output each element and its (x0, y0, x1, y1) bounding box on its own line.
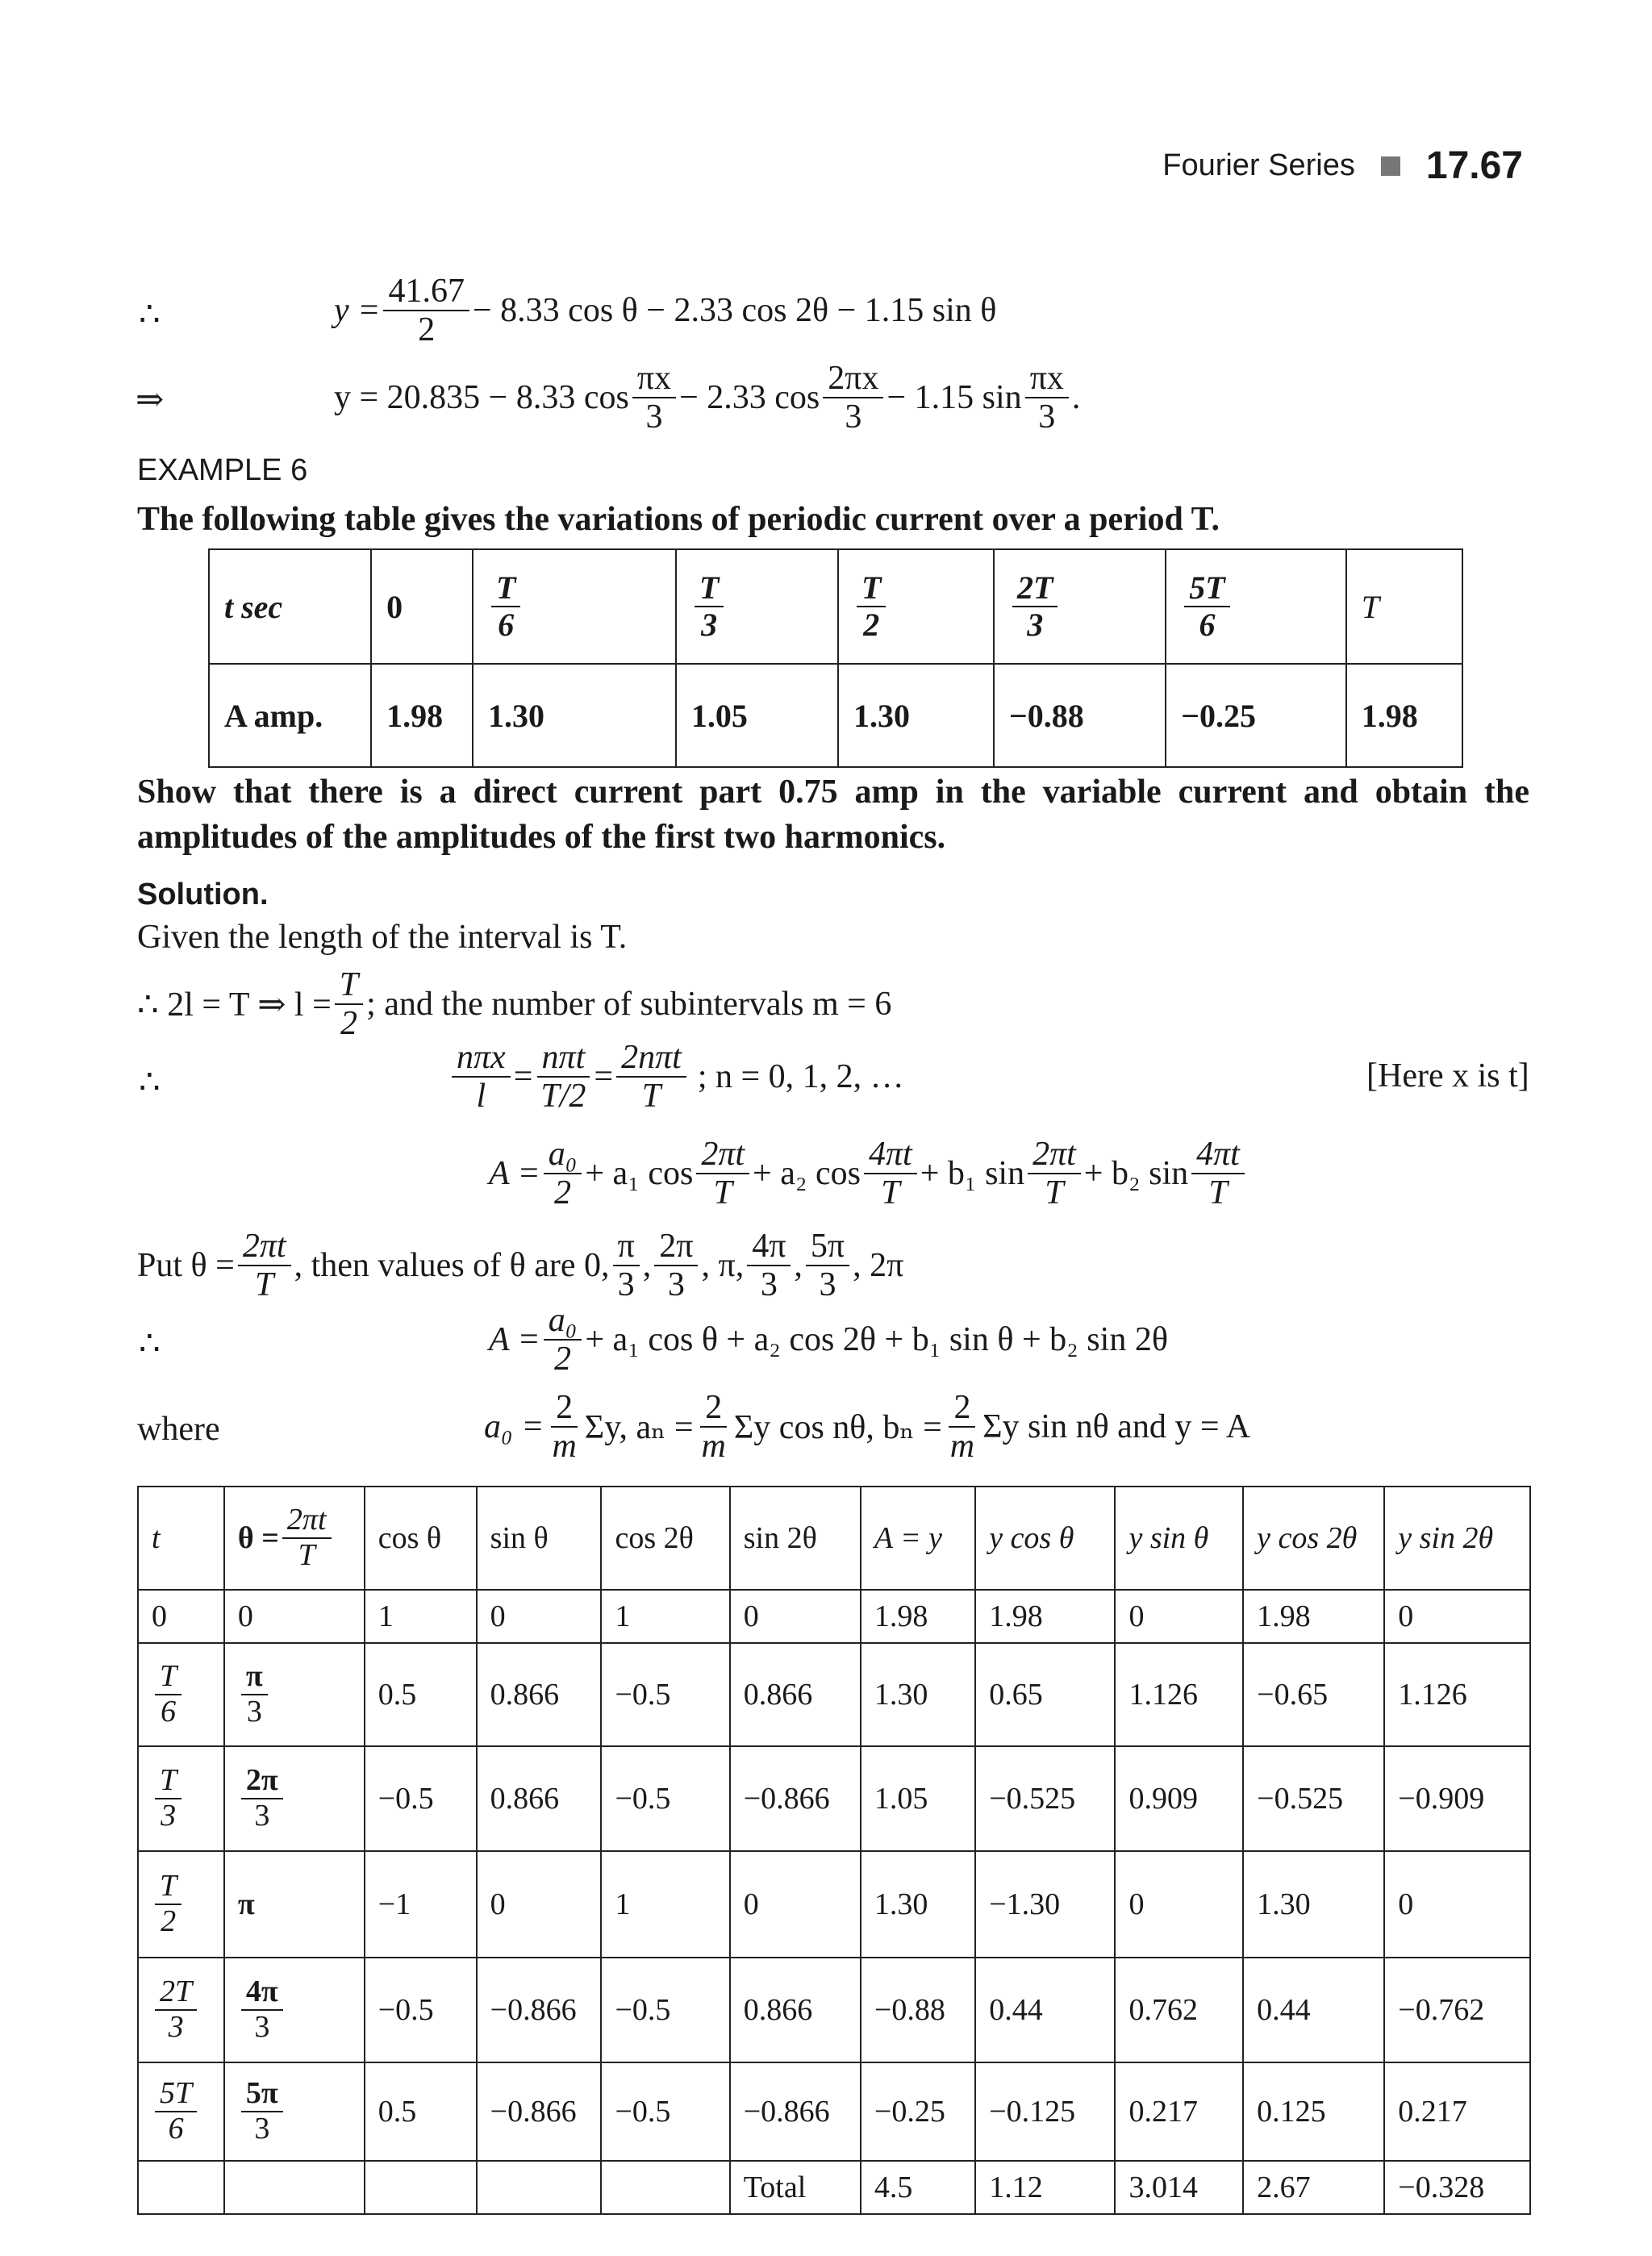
header-cell: cos 2θ (601, 1487, 729, 1590)
frac-den: 3 (161, 1799, 177, 1833)
table-row (138, 1746, 1530, 1851)
value-cell: 0.5 (365, 2062, 477, 2161)
text: ∴ 2l = T ⇒ l = (137, 986, 332, 1024)
text: , then values of θ are 0, (294, 1247, 610, 1285)
value-cell: 1.126 (1115, 1643, 1243, 1746)
text: , π, (701, 1247, 745, 1285)
value-cell: 1.126 (1384, 1643, 1530, 1746)
frac-den: 3 (254, 2010, 270, 2044)
frac-num: 2πt (238, 1228, 291, 1266)
frac-num: 2T (155, 1975, 197, 2011)
total-cell: 3.014 (1115, 2161, 1243, 2214)
solution-line-6 (489, 1302, 1168, 1378)
solution-line-3: $\frac{\text{nπx}}{l}$ = $\frac{\text{nπt}}{T/2}$ = $\frac{\text{2nπt}}{T}$ ; n = 0, 1, 2, … (448, 1039, 904, 1115)
therefore-symbol: ∴ (139, 296, 161, 333)
question-line-1: Show that there is a direct current part 0.75 amp in the variable current and obtain the (137, 774, 1529, 811)
frac-den: 6 (168, 2112, 184, 2145)
value-cell: 0.65 (975, 1643, 1115, 1746)
frac-den: 2 (418, 311, 436, 349)
amp-cell: −0.88 (994, 664, 1166, 767)
frac-num: 2 (949, 1389, 975, 1428)
header-cell: y sin 2θ (1384, 1487, 1530, 1590)
frac-num: 2πt (1028, 1136, 1081, 1174)
empty-cell (365, 2161, 477, 2214)
eq2-end: . (1071, 379, 1081, 417)
time-row-header: t sec (209, 549, 371, 664)
value-cell: −0.125 (975, 2062, 1115, 2161)
eq2-mid1: − 2.33 cos (679, 379, 820, 417)
solution-line-4 (489, 1136, 1248, 1211)
table-row (138, 1851, 1530, 1958)
frac-den: T (881, 1174, 900, 1212)
frac-num: nπx (452, 1039, 511, 1078)
value-cell: 1.30 (861, 1851, 975, 1958)
frac-num: πx (632, 360, 676, 398)
t-cell (138, 1746, 224, 1851)
frac-den: T (1208, 1174, 1228, 1212)
text: ; n = 0, 1, 2, … (697, 1058, 904, 1096)
value-cell: 0.866 (477, 1746, 602, 1851)
header-cell: y sin θ (1115, 1487, 1243, 1590)
value-cell: 1.98 (1243, 1590, 1384, 1643)
where-label: where (137, 1411, 220, 1448)
frac-num: a₀ (544, 1302, 582, 1341)
value-cell: 1 (601, 1851, 729, 1958)
frac-den: m (949, 1428, 975, 1466)
empty-cell (138, 2161, 224, 2214)
header-row (138, 1487, 1530, 1590)
header-cell: cos θ (365, 1487, 477, 1590)
frac-den: 3 (760, 1266, 778, 1304)
text: a₀ = (484, 1408, 544, 1446)
frac-num: T (155, 1660, 181, 1695)
text: , 2π (853, 1247, 904, 1285)
value-cell: 0.5 (365, 1643, 477, 1746)
text: + b₂ sin (1083, 1155, 1189, 1193)
frac-num: T (695, 570, 724, 607)
time-cell (473, 549, 676, 664)
frac-num: 41.67 (383, 273, 469, 311)
frac-den: T (255, 1266, 274, 1304)
eq-lhs: y = (334, 292, 381, 330)
value-cell: 0 (1115, 1590, 1243, 1643)
value-cell: 0 (1115, 1851, 1243, 1958)
current-variation-table (208, 548, 1463, 768)
text: Put θ = (137, 1247, 235, 1285)
section-title: Fourier Series (1162, 148, 1355, 182)
amp-cell: 1.05 (676, 664, 838, 767)
amp-row-header (209, 664, 371, 767)
total-cell: −0.328 (1384, 2161, 1530, 2214)
amp-cell: 1.30 (838, 664, 994, 767)
value-cell: −0.5 (601, 2062, 729, 2161)
value-cell: 0 (477, 1851, 602, 1958)
frac-den: 3 (667, 1266, 685, 1304)
value-cell: 1.30 (1243, 1851, 1384, 1958)
frac-den: 3 (168, 2010, 184, 2044)
value-cell: −0.5 (365, 1746, 477, 1851)
value-cell: −1 (365, 1851, 477, 1958)
empty-cell (224, 2161, 365, 2214)
cell-value: A amp. (224, 697, 323, 734)
empty-cell (601, 2161, 729, 2214)
frac-den: 3 (254, 1799, 270, 1833)
table-row (138, 2062, 1530, 2161)
example-statement: The following table gives the variations of periodic current over a period T. (137, 501, 1220, 538)
value-cell: 1.98 (861, 1590, 975, 1643)
text: Σy cos nθ, bₙ = (733, 1409, 942, 1447)
frac-den: T (641, 1078, 661, 1115)
cell-value: 0 (386, 588, 403, 625)
frac-num: 5π (806, 1228, 849, 1266)
time-cell (1166, 549, 1345, 664)
value-cell: −0.866 (477, 1958, 602, 2062)
value-cell: 0.44 (1243, 1958, 1384, 2062)
frac-num: 4πt (864, 1136, 917, 1174)
header-cell: sin 2θ (730, 1487, 861, 1590)
frac-num: π (613, 1228, 640, 1266)
theta-eq: θ = (237, 1521, 279, 1555)
frac-num: T (335, 966, 363, 1005)
eq-rest: − 8.33 cos θ − 2.33 cos 2θ − 1.15 sin θ (472, 292, 997, 330)
value-cell: −0.5 (601, 1746, 729, 1851)
time-cell (676, 549, 838, 664)
value-cell: −0.525 (975, 1746, 1115, 1851)
frac-num: 4πt (1191, 1136, 1245, 1174)
value-cell: −0.5 (601, 1643, 729, 1746)
solution-line-2 (137, 966, 891, 1042)
text: + a₁ cos (585, 1155, 694, 1193)
value-cell: −0.866 (477, 2062, 602, 2161)
value-cell: 0.866 (730, 1643, 861, 1746)
empty-cell (477, 2161, 602, 2214)
fourier-calculation-table (137, 1486, 1531, 2215)
value-cell: 1 (601, 1590, 729, 1643)
solution-label: Solution. (137, 878, 269, 911)
value-cell: 0.866 (730, 1958, 861, 2062)
time-cell (1346, 549, 1462, 664)
value-cell: 1.05 (861, 1746, 975, 1851)
frac-num: 2πx (823, 360, 883, 398)
frac-den: 2 (161, 1904, 177, 1938)
frac-den: 2 (554, 1341, 572, 1378)
time-row (209, 549, 1462, 664)
solution-line-7 (484, 1389, 1250, 1465)
note: [Here x is t] (1366, 1057, 1529, 1095)
text: Σy sin nθ and y = A (982, 1408, 1251, 1446)
page-header (1162, 144, 1523, 188)
theta-cell (224, 2062, 365, 2161)
frac-den: 6 (498, 607, 515, 643)
value-cell: −0.88 (861, 1958, 975, 2062)
frac-num: 2πt (696, 1136, 749, 1174)
total-cell: 1.12 (975, 2161, 1115, 2214)
text: ; and the number of subintervals m = 6 (366, 986, 892, 1024)
frac-num: 2π (654, 1228, 698, 1266)
value-cell: 1.30 (861, 1643, 975, 1746)
t-cell (138, 2062, 224, 2161)
frac-den: 3 (1027, 607, 1044, 643)
frac-num: T (155, 1870, 181, 1905)
t-cell (138, 1643, 224, 1746)
value-cell: 0.125 (1243, 2062, 1384, 2161)
value-cell: 0.866 (477, 1643, 602, 1746)
solution-line-1: Given the length of the interval is T. (137, 919, 628, 956)
header-cell: sin θ (477, 1487, 602, 1590)
frac-num: 2πt (282, 1503, 332, 1539)
frac-den: l (476, 1078, 486, 1115)
frac-den: 3 (254, 2112, 270, 2145)
frac-num: T (491, 570, 520, 607)
value-cell: 0 (730, 1590, 861, 1643)
value-cell: 0.909 (1115, 1746, 1243, 1851)
example-label: EXAMPLE 6 (137, 453, 308, 487)
frac-den: T (713, 1174, 732, 1212)
table-row (138, 1643, 1530, 1746)
value-cell: 1.98 (975, 1590, 1115, 1643)
frac-den: 3 (617, 1266, 635, 1304)
header-cell: y cos 2θ (1243, 1487, 1384, 1590)
frac-num: T (857, 570, 886, 607)
total-label: Total (730, 2161, 861, 2214)
theta-cell (224, 1746, 365, 1851)
amp-cell: −0.25 (1166, 664, 1345, 767)
frac-num: 2T (1012, 570, 1058, 607)
frac-den: T (1045, 1174, 1064, 1212)
text: A = (489, 1321, 540, 1359)
theta-cell (224, 1958, 365, 2062)
value-cell: 0.217 (1115, 2062, 1243, 2161)
time-cell (838, 549, 994, 664)
page-number: 17.67 (1425, 144, 1523, 187)
frac-num: 5T (155, 2077, 197, 2112)
value-cell: 0.44 (975, 1958, 1115, 2062)
value-cell: −0.866 (730, 1746, 861, 1851)
question-line-2: amplitudes of the amplitudes of the first two harmonics. (137, 819, 946, 856)
text: + a₂ cos (753, 1155, 861, 1193)
text: + a₁ cos θ + a₂ cos 2θ + b₁ sin θ + b₂ sin 2θ (585, 1321, 1168, 1359)
frac-den: 6 (161, 1695, 177, 1728)
frac-den: m (701, 1428, 726, 1466)
frac-den: m (552, 1428, 577, 1466)
time-cell (994, 549, 1166, 664)
frac-den: 3 (246, 1695, 262, 1728)
amp-cell: 1.98 (1346, 664, 1462, 767)
t-cell (138, 1851, 224, 1958)
table-row (138, 1958, 1530, 2062)
frac-den: 3 (1038, 398, 1056, 436)
frac-den: T (298, 1538, 315, 1572)
cell-value: T (1361, 588, 1379, 625)
therefore-symbol: ∴ (139, 1325, 161, 1362)
value-cell: 0 (1384, 1851, 1530, 1958)
t-cell: 0 (138, 1590, 224, 1643)
solution-line-5: Put θ = $\frac{2\pi t}{T}$ , then values of θ are 0, $\frac{\pi}{3}$ , $\frac{2\pi}{3}$ , π, $\frac{4\pi}{3}$ , $\frac{5\pi}{3}$ , 2π (137, 1228, 904, 1304)
therefore-symbol: ∴ (139, 1064, 161, 1101)
frac-den: 2 (340, 1005, 357, 1043)
equation-y-20835 (334, 360, 1080, 436)
eq2-start: y = 20.835 − 8.33 cos (334, 379, 629, 417)
amp-cell: 1.98 (371, 664, 473, 767)
frac-num: 2 (551, 1389, 578, 1428)
frac-den: 3 (845, 398, 862, 436)
value-cell: −0.5 (365, 1958, 477, 2062)
value-cell: −1.30 (975, 1851, 1115, 1958)
t-cell (138, 1958, 224, 2062)
theta-cell: 0 (224, 1590, 365, 1643)
frac-den: 2 (554, 1174, 572, 1212)
header-cell: y cos θ (975, 1487, 1115, 1590)
square-bullet-icon (1381, 156, 1400, 176)
amp-cell: 1.30 (473, 664, 676, 767)
frac-num: T (155, 1764, 181, 1799)
value-cell: 0 (477, 1590, 602, 1643)
time-cell (371, 549, 473, 664)
frac-num: 5π (241, 2077, 283, 2112)
frac-num: 2nπt (616, 1039, 686, 1078)
frac-den: 3 (701, 607, 718, 643)
frac-num: a₀ (544, 1136, 582, 1174)
frac-num: 4π (241, 1975, 283, 2011)
frac-den: 3 (645, 398, 663, 436)
theta-cell (224, 1643, 365, 1746)
frac-num: nπt (537, 1039, 590, 1078)
frac-den: 2 (863, 607, 880, 643)
value-cell: 0 (1384, 1590, 1530, 1643)
value-cell: 0 (730, 1851, 861, 1958)
frac-den: 6 (1199, 607, 1216, 643)
total-cell: 4.5 (861, 2161, 975, 2214)
frac-den: T/2 (540, 1078, 586, 1115)
frac-num: π (241, 1660, 268, 1695)
equation-y-41 (334, 273, 996, 348)
value-cell: −0.909 (1384, 1746, 1530, 1851)
value-cell: 0.762 (1115, 1958, 1243, 2062)
frac-num: 2π (241, 1764, 283, 1799)
frac-num: πx (1025, 360, 1069, 398)
total-cell: 2.67 (1243, 2161, 1384, 2214)
value-cell: 0.217 (1384, 2062, 1530, 2161)
header-cell: A = y (861, 1487, 975, 1590)
text: A = (489, 1155, 540, 1193)
frac-num: 5T (1184, 570, 1229, 607)
value-cell: 1 (365, 1590, 477, 1643)
value-cell: −0.762 (1384, 1958, 1530, 2062)
total-row (138, 2161, 1530, 2214)
value-cell: −0.65 (1243, 1643, 1384, 1746)
value-cell: −0.5 (601, 1958, 729, 2062)
value-cell: −0.25 (861, 2062, 975, 2161)
table-row (138, 1590, 1530, 1643)
text: Σy, aₙ = (584, 1409, 694, 1447)
value-cell: −0.866 (730, 2062, 861, 2161)
text: + b₁ sin (920, 1155, 1025, 1193)
value-cell: −0.525 (1243, 1746, 1384, 1851)
header-cell (224, 1487, 365, 1590)
header-cell: t (138, 1487, 224, 1590)
theta-cell: π (224, 1851, 365, 1958)
frac-num: 2 (700, 1389, 727, 1428)
frac-num: 4π (747, 1228, 791, 1266)
implies-symbol: ⇒ (136, 382, 165, 419)
eq2-mid2: − 1.15 sin (886, 379, 1022, 417)
frac-den: 3 (819, 1266, 836, 1304)
amp-row (209, 664, 1462, 767)
